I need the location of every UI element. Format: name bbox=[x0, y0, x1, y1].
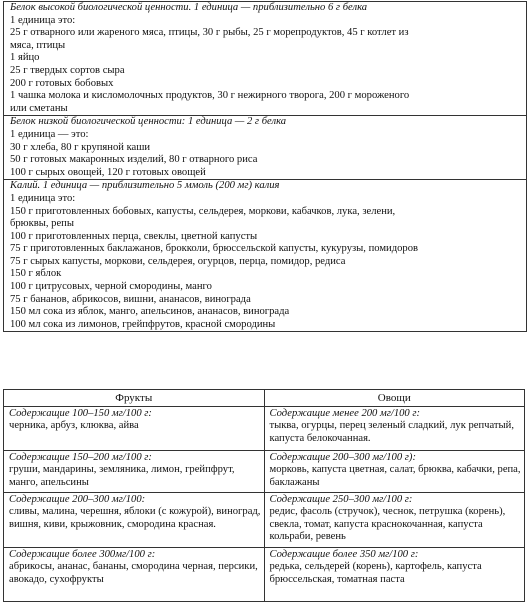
fruit-category-label: Содержащие 200–300 мг/100: bbox=[9, 494, 146, 505]
vegetable-category-label: Содержащие более 350 мг/100 г: bbox=[269, 549, 419, 560]
vegetable-list: тыква, огурцы, перец зеленый сладкий, лук репчатый, капуста белокочанная. bbox=[269, 420, 514, 444]
low-value-protein-section bbox=[4, 116, 526, 180]
text-line: 150 г яблок bbox=[10, 268, 62, 280]
text-line: или сметаны bbox=[10, 102, 68, 114]
text-line: брюквы, репы bbox=[10, 218, 74, 230]
vegetable-list: редька, сельдерей (корень), картофель, капуста брюссельская, томатная паста bbox=[269, 561, 482, 585]
text-line: мяса, птицы bbox=[10, 39, 66, 51]
vegetable-cell bbox=[264, 548, 525, 602]
text-line: 75 г сырых капусты, моркови, сельдерея, огурцов, перца, помидор, редиса bbox=[10, 255, 346, 267]
vegetable-cell bbox=[264, 407, 525, 451]
potassium-foods-table bbox=[3, 389, 525, 602]
text-line: 100 мл сока из лимонов, грейпфрутов, красной смородины bbox=[10, 318, 276, 330]
fruit-list: сливы, малина, черешня, яблоки (с кожурой), виноград, вишня, киви, крыжовник, смородина красная. bbox=[9, 506, 261, 530]
fruit-cell bbox=[4, 493, 265, 548]
vegetable-category-label: Содержащие менее 200 мг/100 г: bbox=[269, 408, 421, 419]
table-row bbox=[4, 407, 525, 451]
text-line: 150 г приготовленных бобовых, капусты, сельдерея, моркови, кабачков, лука, зелени, bbox=[10, 205, 396, 217]
section-heading: Белок низкой биологической ценности: 1 единица — 2 г белка bbox=[10, 116, 287, 128]
table-row bbox=[4, 548, 525, 602]
text-line: 1 единица это: bbox=[10, 192, 76, 204]
fruit-list: груши, мандарины, земляника, лимон, грейпфрут, манго, апельсины bbox=[9, 464, 235, 488]
vegetables-header: Овощи bbox=[264, 390, 525, 407]
table-row bbox=[4, 493, 525, 548]
vegetable-list: морковь, капуста цветная, салат, брюква, кабачки, репа, баклажаны bbox=[269, 464, 521, 488]
vegetable-category-label: Содержащие 250–300 мг/100 г: bbox=[269, 494, 413, 505]
fruit-cell bbox=[4, 548, 265, 602]
section-heading: Калий. 1 единица — приблизительно 5 ммоль (200 мг) калия bbox=[10, 180, 280, 192]
text-line: 1 единица — это: bbox=[10, 128, 89, 140]
fruit-category-label: Содержащие более 300мг/100 г: bbox=[9, 549, 156, 560]
fruits-header: Фрукты bbox=[4, 390, 265, 407]
text-line: 50 г готовых макаронных изделий, 80 г отварного риса bbox=[10, 154, 258, 166]
fruit-cell bbox=[4, 451, 265, 493]
vegetable-list: редис, фасоль (стручок), чеснок, петрушка (корень), свекла, томат, капуста краснокочанная, капуста кольраби, ревень bbox=[269, 506, 506, 543]
fruit-list: черника, арбуз, клюква, айва bbox=[9, 420, 139, 432]
potassium-section bbox=[4, 180, 526, 331]
text-line: 25 г твердых сортов сыра bbox=[10, 64, 125, 76]
text-line: 25 г отварного или жареного мяса, птицы, 30 г рыбы, 25 г морепродуктов, 45 г котлет из bbox=[10, 27, 409, 39]
text-line: 200 г готовых бобовых bbox=[10, 77, 114, 89]
fruit-category-label: Содержащие 150–200 мг/100 г: bbox=[9, 452, 152, 463]
fruit-category-label: Содержащие 100–150 мг/100 г: bbox=[9, 408, 152, 419]
table-row bbox=[4, 451, 525, 493]
fruit-cell bbox=[4, 407, 265, 451]
text-line: 1 яйцо bbox=[10, 52, 40, 64]
text-line: 100 г цитрусовых, черной смородины, манго bbox=[10, 281, 212, 293]
high-value-protein-section bbox=[4, 2, 526, 116]
vegetable-cell bbox=[264, 493, 525, 548]
text-line: 100 г приготовленных перца, свеклы, цветной капусты bbox=[10, 230, 258, 242]
vegetable-cell bbox=[264, 451, 525, 493]
text-line: 1 единица это: bbox=[10, 14, 76, 26]
text-line: 100 г сырых овощей, 120 г готовых овощей bbox=[10, 166, 206, 178]
text-line: 75 г приготовленных баклажанов, брокколи, брюссельской капусты, кукурузы, помидоров bbox=[10, 243, 419, 255]
fruit-list: абрикосы, ананас, бананы, смородина черная, персики, авокадо, сухофрукты bbox=[9, 561, 258, 585]
text-line: 1 чашка молока и кисломолочных продуктов, 30 г нежирного творога, 200 г мороженого bbox=[10, 90, 410, 102]
vegetable-category-label: Содержащие 200–300 мг/100 г): bbox=[269, 452, 416, 463]
text-line: 30 г хлеба, 80 г крупяной каши bbox=[10, 141, 151, 153]
text-line: 150 мл сока из яблок, манго, апельсинов, ананасов, винограда bbox=[10, 306, 290, 318]
table-header-row bbox=[4, 390, 525, 407]
protein-units-table bbox=[3, 1, 527, 332]
text-line: 75 г бананов, абрикосов, вишни, ананасов, винограда bbox=[10, 293, 251, 305]
section-heading: Белок высокой биологической ценности. 1 единица — приблизительно 6 г белка bbox=[10, 2, 368, 13]
